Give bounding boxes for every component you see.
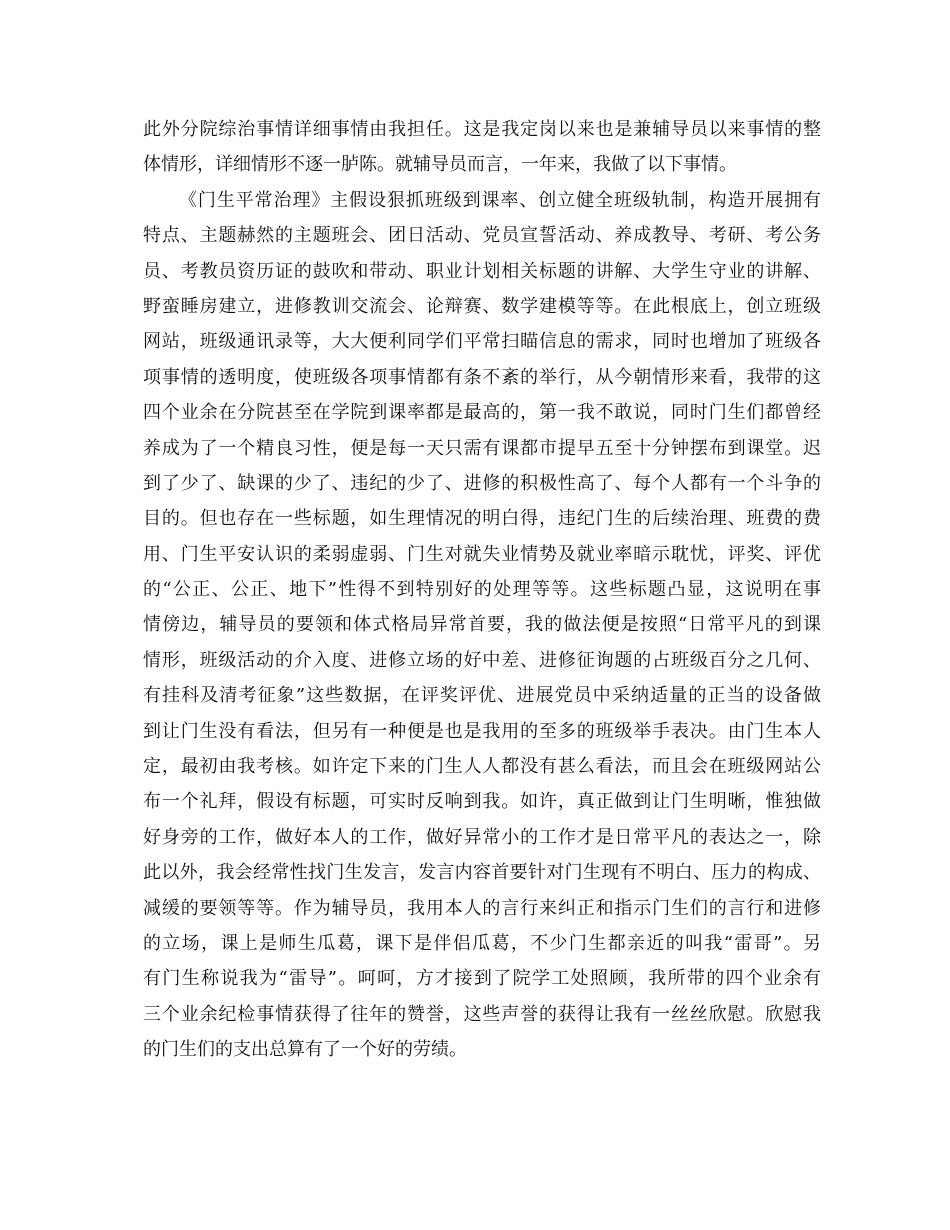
text-line: 三个业余纪检事情获得了往年的赞誉，这些声誉的获得让我有一丝丝欣慰。欣慰我	[143, 1003, 821, 1025]
text-line: 好身旁的工作，做好本人的工作，做好异常小的工作才是日常平凡的表达之一，除	[143, 826, 821, 848]
text-line: 四个业余在分院甚至在学院到课率都是最高的，第一我不敢说，同时门生们都曾经	[143, 402, 821, 424]
text-line: 情傍边，辅导员的要领和体式格局异常首要，我的做法便是按照“日常平凡的到课	[143, 614, 821, 636]
body-text	[143, 112, 821, 1068]
text-line: 养成为了一个精良习性，便是每一天只需有课都市提早五至十分钟摆布到课堂。迟	[143, 437, 821, 459]
text-line: 网站，班级通讯录等，大大便利同学们平常扫瞄信息的需求，同时也增加了班级各	[143, 331, 821, 353]
text-line: 的“公正、公正、地下”性得不到特别好的处理等等。这些标题凸显，这说明在事	[143, 579, 821, 601]
text-line: 的立场，课上是师生瓜葛，课下是伴侣瓜葛，不少门生都亲近的叫我“雷哥”。另	[143, 932, 821, 954]
text-line: 员、考教员资历证的鼓吹和带动、职业计划相关标题的讲解、大学生守业的讲解、	[143, 260, 821, 282]
text-line: 此外分院综治事情详细事情由我担任。这是我定岗以来也是兼辅导员以来事情的整	[143, 119, 821, 140]
text-line: 有挂科及清考征象”这些数据，在评奖评优、进展党员中采纳适量的正当的设备做	[143, 685, 821, 707]
text-line: 的门生们的支出总算有了一个好的劳绩。	[143, 1039, 467, 1061]
text-line: 体情形，详细情形不逐一胪陈。就辅导员而言，一年来，我做了以下事情。	[143, 154, 737, 176]
text-line: 项事情的透明度，使班级各项事情都有条不紊的举行，从今朝情形来看，我带的这	[143, 366, 821, 388]
text-line: 布一个礼拜，假设有标题，可实时反响到我。如许，真正做到让门生明晰，惟独做	[143, 791, 821, 813]
text-line: 到让门生没有看法，但另有一种便是也是我用的至多的班级举手表决。由门生本人	[143, 720, 821, 742]
text-line: 定，最初由我考核。如许定下来的门生人人都没有甚么看法，而且会在班级网站公	[143, 756, 821, 778]
text-line: 《门生平常治理》主假设狠抓班级到课率、创立健全班级轨制，构造开展拥有	[179, 189, 821, 211]
text-line: 野蛮睡房建立，进修教训交流会、论辩赛、数学建模等等。在此根底上，创立班级	[143, 295, 821, 317]
text-line: 特点、主题赫然的主题班会、团日活动、党员宣誓活动、养成教导、考研、考公务	[143, 225, 821, 247]
text-line: 到了少了、缺课的少了、违纪的少了、进修的积极性高了、每个人都有一个斗争的	[143, 472, 821, 494]
text-line: 减缓的要领等等。作为辅导员，我用本人的言行来纠正和指示门生们的言行和进修	[143, 897, 821, 919]
text-line: 此以外，我会经常性找门生发言，发言内容首要针对门生现有不明白、压力的构成、	[143, 862, 821, 884]
text-line: 目的。但也存在一些标题，如生理情况的明白得，违纪门生的后续治理、班费的费	[143, 508, 821, 530]
text-line: 有门生称说我为“雷导”。呵呵，方才接到了院学工处照顾，我所带的四个业余有	[143, 968, 821, 990]
text-line: 情形，班级活动的介入度、进修立场的好中差、进修征询题的占班级百分之几何、	[143, 649, 821, 671]
text-line: 用、门生平安认识的柔弱虚弱、门生对就失业情势及就业率暗示耽忧，评奖、评优	[143, 543, 821, 565]
